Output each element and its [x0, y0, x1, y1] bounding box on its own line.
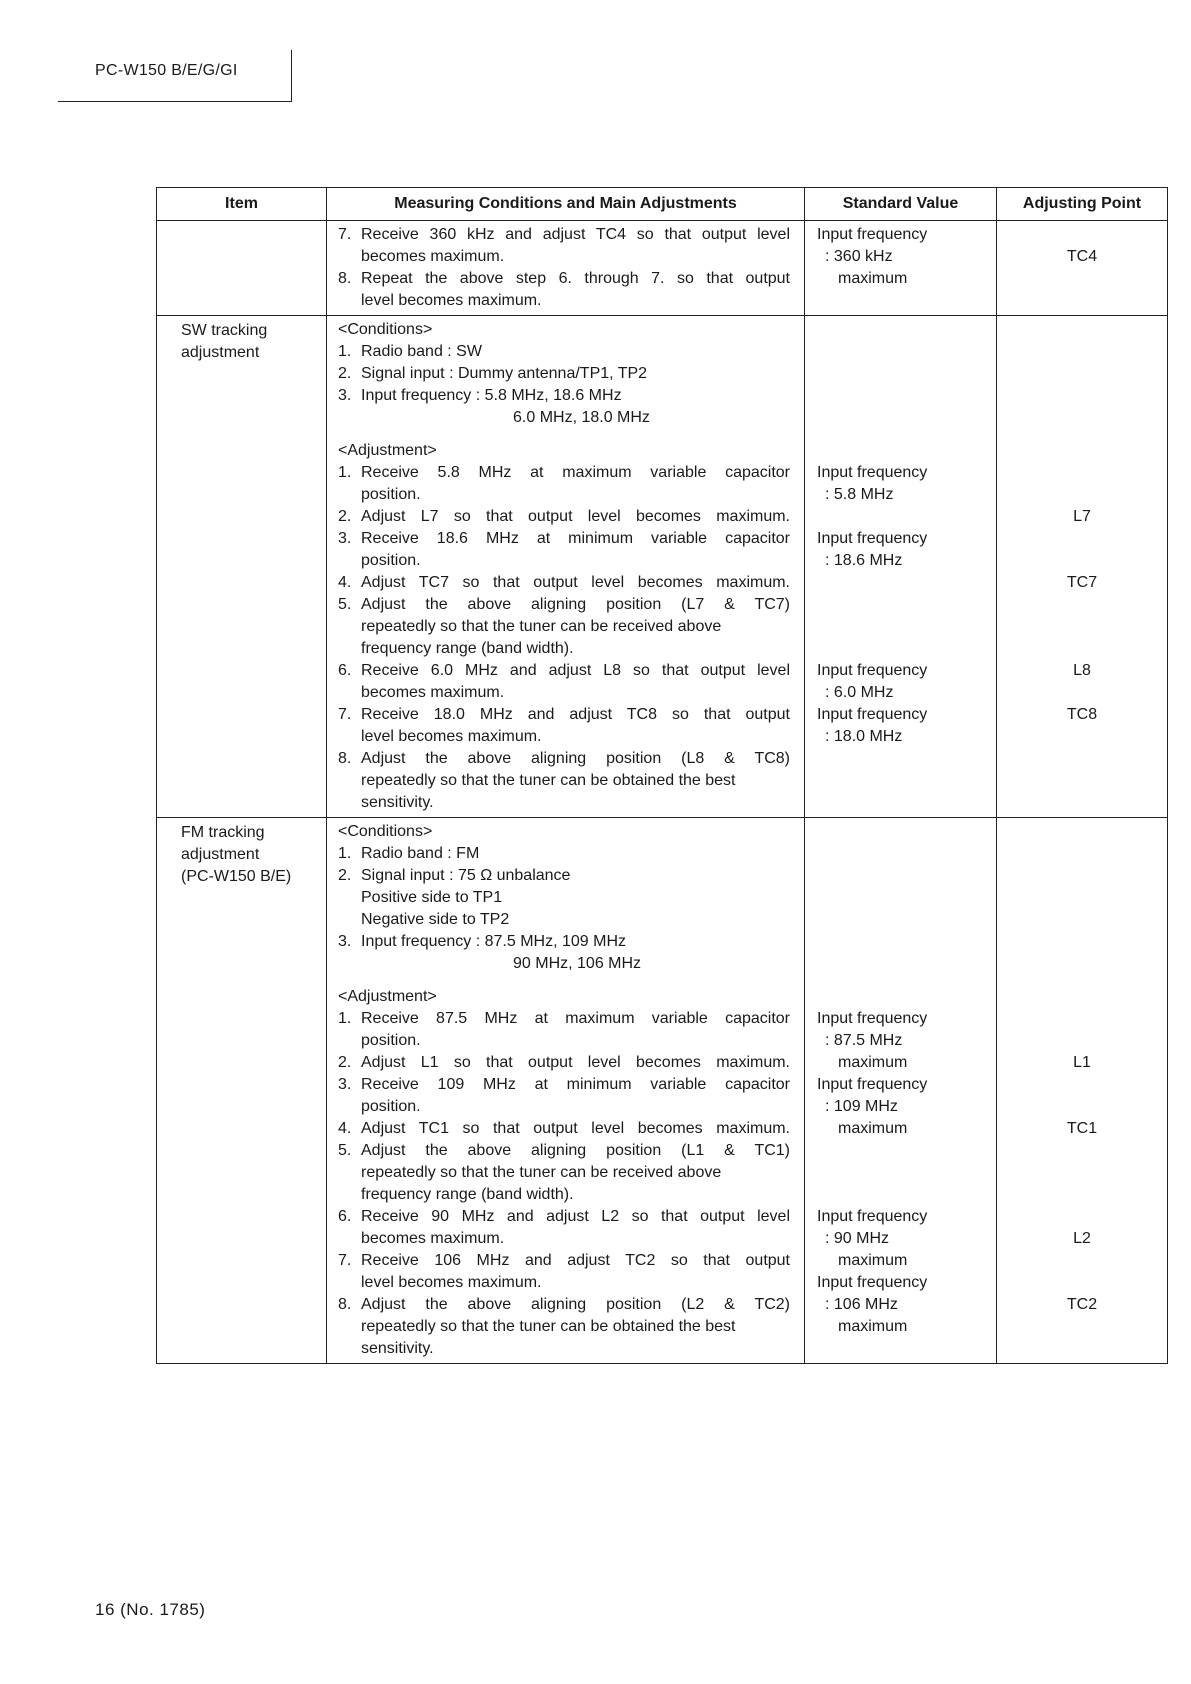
- item-label: adjustment: [181, 344, 260, 361]
- step-line: 6. Receive 90 MHz and adjust L2 so that output level: [338, 1208, 790, 1225]
- condition-line: 2. Signal input : Dummy antenna/TP1, TP2: [338, 365, 648, 382]
- std-line: maximum: [838, 1318, 908, 1335]
- conditions-heading: <Conditions>: [338, 321, 433, 338]
- condition-line: 90 MHz, 106 MHz: [513, 955, 642, 972]
- standard-value-cell: [805, 221, 997, 316]
- step-line: 8. Repeat the above step 6. through 7. so that output: [338, 270, 790, 287]
- adjusting-point-cell: [997, 316, 1168, 818]
- step-line: 5. Adjust the above aligning position (L7 & TC7): [338, 596, 790, 613]
- step-line: repeatedly so that the tuner can be received above: [361, 618, 722, 635]
- step-line: position.: [361, 552, 421, 569]
- item-cell: [157, 818, 327, 1364]
- measuring-cell: [327, 316, 805, 818]
- step-line: position.: [361, 1032, 421, 1049]
- std-line: : 90 MHz: [825, 1230, 890, 1247]
- step-line: 1. Receive 87.5 MHz at maximum variable capacitor: [338, 1010, 790, 1027]
- step-line: 7. Receive 106 MHz and adjust TC2 so that output: [338, 1252, 790, 1269]
- step-line: 2. Adjust L1 so that output level becomes maximum.: [338, 1054, 790, 1071]
- header-divider-vertical: [291, 50, 292, 102]
- adjust-point: TC1: [1066, 1120, 1098, 1137]
- step-line: level becomes maximum.: [361, 1274, 542, 1291]
- item-label: FM tracking: [181, 824, 265, 841]
- step-line: frequency range (band width).: [361, 1186, 574, 1203]
- step-line: repeatedly so that the tuner can be obtained the best: [361, 1318, 736, 1335]
- conditions-heading: <Conditions>: [338, 823, 433, 840]
- item-label: SW tracking: [181, 322, 268, 339]
- step-line: 2. Adjust L7 so that output level becomes maximum.: [338, 508, 790, 525]
- std-line: maximum: [838, 1054, 908, 1071]
- std-line: Input frequency: [817, 464, 928, 481]
- std-line: Input frequency: [817, 226, 928, 243]
- condition-line: 2. Signal input : 75 Ω unbalance: [338, 867, 571, 884]
- condition-line: 6.0 MHz, 18.0 MHz: [513, 409, 650, 426]
- adjust-point: L7: [1073, 508, 1091, 525]
- std-line: : 360 kHz: [825, 248, 893, 265]
- condition-line: 1. Radio band : SW: [338, 343, 482, 360]
- standard-value-cell: [805, 316, 997, 818]
- std-line: Input frequency: [817, 1274, 928, 1291]
- std-line: Input frequency: [817, 662, 928, 679]
- step-line: 5. Adjust the above aligning position (L1 & TC1): [338, 1142, 790, 1159]
- adjust-point: TC2: [1066, 1296, 1098, 1313]
- adjusting-point-cell: [997, 818, 1168, 1364]
- adjustment-table: [156, 187, 1168, 1364]
- item-label: (PC-W150 B/E): [181, 868, 292, 885]
- model-header: PC-W150 B/E/G/GI: [95, 62, 238, 79]
- step-line: 7. Receive 18.0 MHz and adjust TC8 so that output: [338, 706, 790, 723]
- condition-line: Negative side to TP2: [361, 911, 510, 928]
- adjustment-heading: <Adjustment>: [338, 442, 437, 459]
- std-line: Input frequency: [817, 1076, 928, 1093]
- std-line: maximum: [838, 1120, 908, 1137]
- adjust-point: L2: [1073, 1230, 1091, 1247]
- header-divider-horizontal: [58, 101, 292, 102]
- condition-line: 1. Radio band : FM: [338, 845, 480, 862]
- step-line: 1. Receive 5.8 MHz at maximum variable capacitor: [338, 464, 790, 481]
- step-line: sensitivity.: [361, 794, 434, 811]
- step-line: becomes maximum.: [361, 684, 505, 701]
- step-line: 7. Receive 360 kHz and adjust TC4 so that output level: [338, 226, 790, 243]
- step-line: 3. Receive 109 MHz at minimum variable capacitor: [338, 1076, 790, 1093]
- adjust-point: L1: [1073, 1054, 1091, 1071]
- std-line: : 6.0 MHz: [825, 684, 894, 701]
- item-cell: [157, 316, 327, 818]
- condition-line: 3. Input frequency : 87.5 MHz, 109 MHz: [338, 933, 627, 950]
- column-header-adjusting-point: Adjusting Point: [997, 188, 1168, 221]
- step-line: repeatedly so that the tuner can be obtained the best: [361, 772, 736, 789]
- standard-value-cell: [805, 818, 997, 1364]
- std-line: : 87.5 MHz: [825, 1032, 903, 1049]
- table-header-row: [157, 188, 1168, 221]
- std-line: Input frequency: [817, 530, 928, 547]
- table-row-continuation: [157, 221, 1168, 316]
- std-line: maximum: [838, 1252, 908, 1269]
- column-header-standard-value: Standard Value: [805, 188, 997, 221]
- step-line: 6. Receive 6.0 MHz and adjust L8 so that output level: [338, 662, 790, 679]
- std-line: : 5.8 MHz: [825, 486, 894, 503]
- adjust-point: TC8: [1066, 706, 1098, 723]
- step-line: 8. Adjust the above aligning position (L2 & TC2): [338, 1296, 790, 1313]
- step-line: 3. Receive 18.6 MHz at minimum variable capacitor: [338, 530, 790, 547]
- step-line: level becomes maximum.: [361, 292, 542, 309]
- item-label: adjustment: [181, 846, 260, 863]
- column-header-item: Item: [157, 188, 327, 221]
- step-line: sensitivity.: [361, 1340, 434, 1357]
- condition-line: Positive side to TP1: [361, 889, 503, 906]
- column-header-measuring-conditions: Measuring Conditions and Main Adjustments: [327, 188, 805, 221]
- std-line: : 109 MHz: [825, 1098, 898, 1115]
- adjust-point: L8: [1073, 662, 1091, 679]
- std-line: Input frequency: [817, 1208, 928, 1225]
- page-number-footer: 16 (No. 1785): [95, 1600, 206, 1619]
- adjustment-heading: <Adjustment>: [338, 988, 437, 1005]
- step-line: 8. Adjust the above aligning position (L8 & TC8): [338, 750, 790, 767]
- step-line: frequency range (band width).: [361, 640, 574, 657]
- step-line: becomes maximum.: [361, 248, 505, 265]
- item-cell: [157, 221, 327, 316]
- step-line: repeatedly so that the tuner can be received above: [361, 1164, 722, 1181]
- std-line: : 18.6 MHz: [825, 552, 903, 569]
- std-line: maximum: [838, 270, 908, 287]
- table-row-sw-tracking: [157, 316, 1168, 818]
- measuring-cell: [327, 818, 805, 1364]
- measuring-cell: [327, 221, 805, 316]
- adjusting-point-cell: [997, 221, 1168, 316]
- std-line: : 106 MHz: [825, 1296, 898, 1313]
- step-line: level becomes maximum.: [361, 728, 542, 745]
- std-line: : 18.0 MHz: [825, 728, 903, 745]
- step-line: position.: [361, 486, 421, 503]
- condition-line: 3. Input frequency : 5.8 MHz, 18.6 MHz: [338, 387, 622, 404]
- std-line: Input frequency: [817, 1010, 928, 1027]
- step-line: position.: [361, 1098, 421, 1115]
- step-line: 4. Adjust TC7 so that output level becomes maximum.: [338, 574, 790, 591]
- step-line: becomes maximum.: [361, 1230, 505, 1247]
- step-line: 4. Adjust TC1 so that output level becomes maximum.: [338, 1120, 790, 1137]
- table-row-fm-tracking: [157, 818, 1168, 1364]
- adjust-point: TC7: [1066, 574, 1098, 591]
- std-line: Input frequency: [817, 706, 928, 723]
- adjust-point: TC4: [1066, 248, 1098, 265]
